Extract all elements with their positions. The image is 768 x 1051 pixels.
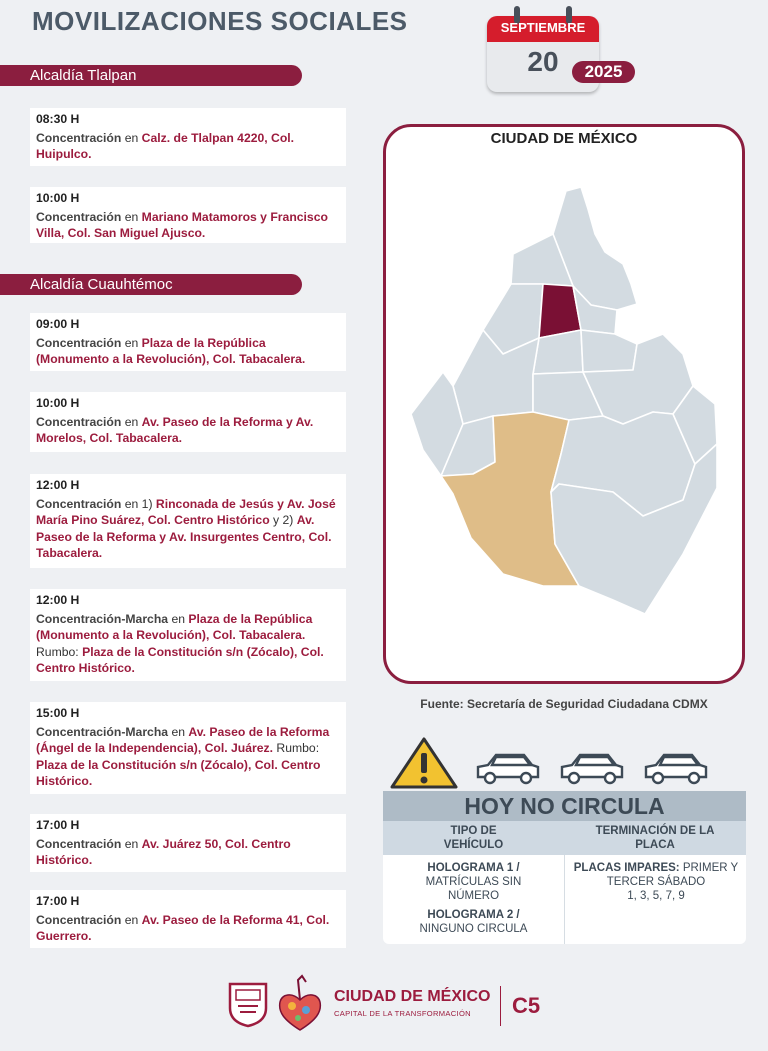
event-location: Av. Paseo de la Reforma (Ángel de la Independencia), Col. Juárez.	[36, 724, 330, 755]
car-icon	[562, 755, 622, 783]
event-card	[30, 313, 346, 371]
connector: en	[124, 496, 139, 511]
event-card	[30, 187, 346, 243]
placas-text: PRIMER Y TERCER SÁBADO	[606, 862, 739, 888]
footer-c5: C5	[512, 993, 541, 1018]
event-kind: Concentración	[36, 130, 122, 145]
event-kind: Concentración-Marcha	[36, 611, 169, 626]
event-card	[30, 702, 346, 794]
hoy-no-circula-table	[383, 791, 746, 944]
event-location: Av. Paseo de la Reforma 41, Col. Guerrero.	[36, 912, 330, 943]
holo1-label: HOLOGRAMA 1 /	[427, 862, 520, 874]
hnc-col2-header	[564, 821, 746, 855]
map-source: Fuente: Secretaría de Seguridad Ciudadana CDMX	[420, 697, 708, 711]
hnc-col2-header-text: TERMINACIÓN DE LA PLACA	[595, 825, 715, 851]
coat-of-arms-icon	[230, 984, 266, 1026]
hnc-col1-header	[383, 821, 564, 855]
event-kind: Concentración	[36, 335, 122, 350]
heart-emblem-icon	[280, 976, 321, 1030]
hnc-col1-header-text: TIPO DE VEHÍCULO	[443, 825, 504, 851]
footer-logos	[226, 972, 330, 1036]
event-card	[30, 108, 346, 166]
event-route: Plaza de la Constitución s/n (Zócalo), Col. Centro Histórico.	[36, 644, 324, 675]
hnc-col2-body	[571, 861, 741, 903]
event-location: Av. Juárez 50, Col. Centro Histórico.	[36, 836, 291, 867]
connector: en	[124, 130, 139, 145]
event-card	[30, 589, 346, 681]
event-kind: Concentración	[36, 414, 122, 429]
calendar-month: SEPTIEMBRE	[500, 20, 586, 35]
car-icon	[478, 755, 538, 783]
event-kind: Concentración	[36, 209, 122, 224]
connector: en	[124, 912, 139, 927]
calendar-year: 2025	[572, 61, 635, 83]
connector: en	[124, 335, 139, 350]
event-location-prefix: 1)	[141, 496, 156, 511]
event-time: 12:00 H	[36, 478, 80, 492]
event-time: 10:00 H	[36, 396, 80, 410]
calendar-day: 20	[527, 46, 559, 77]
cdmx-map	[383, 124, 745, 684]
event-location: Mariano Matamoros y Francisco Villa, Col. San Miguel Ajusco.	[36, 209, 328, 240]
event-time: 08:30 H	[36, 112, 80, 126]
holo2-label: HOLOGRAMA 2 /	[427, 909, 520, 921]
placas-label: PLACAS IMPARES:	[573, 862, 680, 874]
holo2-text: NINGUNO CIRCULA	[419, 923, 528, 935]
event-location: Plaza de la República (Monumento a la Revolución), Col. Tabacalera.	[36, 611, 313, 642]
connector: en	[124, 836, 139, 851]
route-label: Rumbo:	[36, 644, 79, 659]
event-time: 17:00 H	[36, 894, 80, 908]
event-kind: Concentración	[36, 912, 122, 927]
footer-subtitle: CAPITAL DE LA TRANSFORMACIÓN	[334, 1009, 471, 1018]
connector: en	[171, 611, 186, 626]
hoy-no-circula-icons	[390, 735, 740, 791]
event-location: Calz. de Tlalpan 4220, Col. Huipulco.	[36, 130, 295, 161]
warning-icon	[392, 739, 456, 787]
hnc-col1-body	[401, 861, 546, 936]
connector: en	[124, 414, 139, 429]
section-header-tlalpan: Alcaldía Tlalpan	[0, 65, 302, 86]
section-header-cuauhtemoc: Alcaldía Cuauhtémoc	[0, 274, 302, 295]
event-card	[30, 890, 346, 948]
event-card	[30, 392, 346, 452]
map-title: CIUDAD DE MÉXICO	[490, 130, 638, 147]
event-time: 17:00 H	[36, 818, 80, 832]
event-route: Plaza de la Constitución s/n (Zócalo), Col. Centro Histórico.	[36, 757, 321, 788]
event-location: Av. Paseo de la Reforma y Av. Morelos, Col. Tabacalera.	[36, 414, 314, 445]
hnc-title: HOY NO CIRCULA	[383, 791, 746, 821]
event-card	[30, 814, 346, 872]
route-label: Rumbo:	[276, 741, 320, 755]
connector: en	[171, 724, 186, 739]
event-kind: Concentración-Marcha	[36, 724, 169, 739]
event-card	[30, 474, 346, 568]
connector: en	[124, 209, 139, 224]
holo1-text: MATRÍCULAS SIN NÚMERO	[425, 876, 522, 902]
event-location: Plaza de la República (Monumento a la Revolución), Col. Tabacalera.	[36, 335, 306, 366]
map-region-iztacalco	[581, 330, 637, 372]
event-time: 10:00 H	[36, 191, 80, 205]
footer-name: CIUDAD DE MÉXICO	[334, 988, 491, 1005]
event-location-2: Av. Paseo de la Reforma y Av. Insurgentes Centro, Col. Tabacalera.	[36, 513, 332, 560]
event-time: 12:00 H	[36, 593, 80, 607]
footer-divider	[500, 986, 501, 1026]
event-kind: Concentración	[36, 836, 122, 851]
event-location-joiner: y 2)	[269, 513, 297, 527]
event-time: 09:00 H	[36, 317, 80, 331]
placas-digits: 1, 3, 5, 7, 9	[627, 890, 685, 902]
event-location: Rinconada de Jesús y Av. José María Pino Suárez, Col. Centro Histórico	[36, 496, 336, 527]
car-icon	[646, 755, 706, 783]
event-kind: Concentración	[36, 496, 122, 511]
page-title: MOVILIZACIONES SOCIALES	[32, 6, 408, 36]
event-time: 15:00 H	[36, 706, 80, 720]
